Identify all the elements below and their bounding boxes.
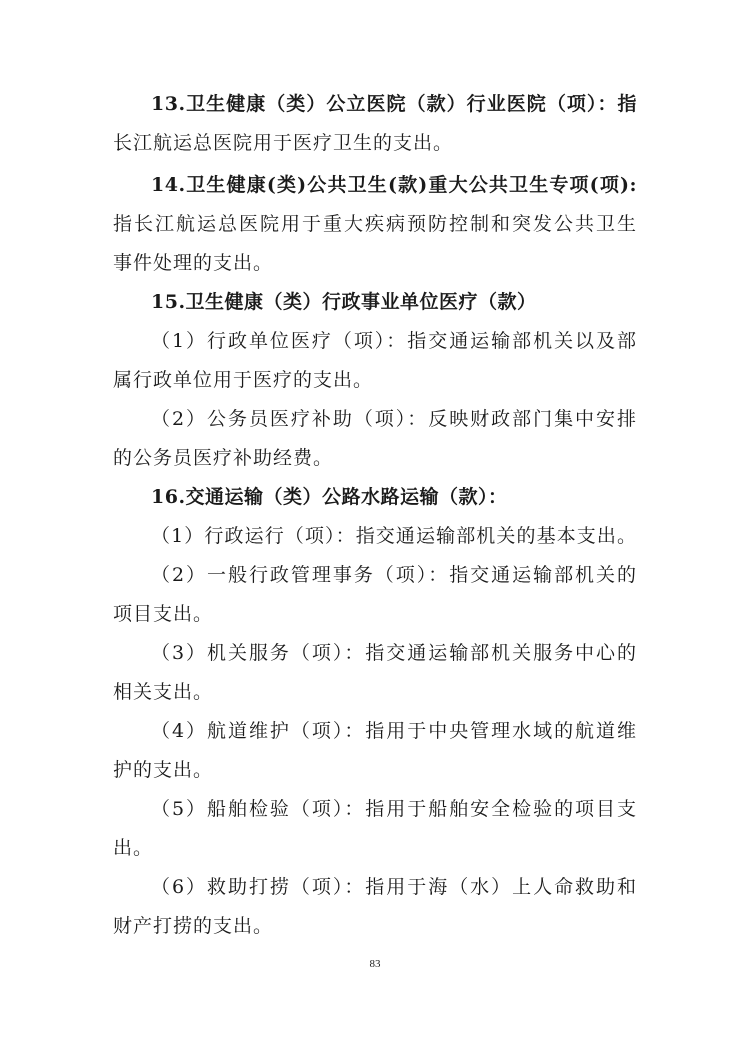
section-16-item-6-continued: 财产打捞的支出。 — [113, 915, 274, 937]
section-15-item-1: （1）行政单位医疗（项）：指交通运输部机关以及部 — [151, 330, 637, 352]
section-15-item-2-continued: 的公务员医疗补助经费。 — [113, 447, 334, 469]
section-16-item-2: （2）一般行政管理事务（项）：指交通运输部机关的 — [151, 564, 637, 586]
section-16-item-3-continued: 相关支出。 — [113, 681, 214, 703]
section-15-item-2: （2）公务员医疗补助（项）：反映财政部门集中安排 — [151, 408, 637, 430]
section-14-text-continued: 事件处理的支出。 — [113, 252, 274, 274]
section-16-item-1: （1）行政运行（项）：指交通运输部机关的基本支出。 — [151, 525, 637, 547]
section-16-item-5: （5）船舶检验（项）：指用于船舶安全检验的项目支 — [151, 798, 637, 820]
section-15-item-1-continued: 属行政单位用于医疗的支出。 — [113, 369, 374, 391]
section-16-item-5-continued: 出。 — [113, 837, 154, 859]
section-16-item-2-continued: 项目支出。 — [113, 603, 214, 625]
section-16-item-3: （3）机关服务（项）：指交通运输部机关服务中心的 — [151, 642, 637, 664]
section-16-item-4: （4）航道维护（项）：指用于中央管理水域的航道维 — [151, 720, 637, 742]
section-14-heading: 14.卫生健康(类)公共卫生(款)重大公共卫生专项(项): — [151, 174, 637, 196]
section-13-text: 长江航运总医院用于医疗卫生的支出。 — [113, 132, 454, 154]
section-16-heading: 16.交通运输（类）公路水路运输（款）： — [151, 486, 508, 508]
section-14-text: 指长江航运总医院用于重大疾病预防控制和突发公共卫生 — [113, 213, 637, 235]
section-13-heading: 13.卫生健康（类）公立医院（款）行业医院（项）：指 — [151, 93, 637, 115]
page-number: 83 — [369, 958, 381, 970]
section-16-item-6: （6）救助打捞（项）：指用于海（水）上人命救助和 — [151, 876, 637, 898]
section-15-heading: 15.卫生健康（类）行政事业单位医疗（款） — [151, 291, 537, 313]
section-16-item-4-continued: 护的支出。 — [113, 759, 214, 781]
